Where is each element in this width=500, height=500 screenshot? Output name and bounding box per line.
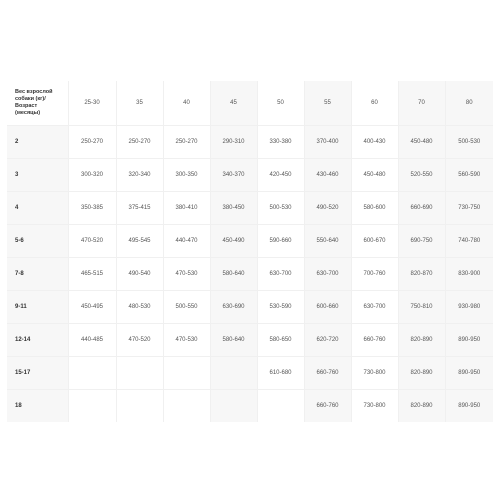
weight-header: 55 [304, 81, 351, 126]
portion-cell: 530-590 [257, 291, 304, 324]
portion-cell [116, 390, 163, 423]
portion-cell: 820-890 [398, 390, 445, 423]
corner-header: Вес взрослой собаки (кг)/ Возраст (месяцы) [7, 81, 68, 126]
portion-cell: 730-750 [445, 192, 493, 225]
table-row [7, 192, 493, 225]
table-row [7, 126, 493, 159]
portion-cell: 450-490 [210, 225, 257, 258]
portion-cell [68, 357, 116, 390]
portion-cell: 580-640 [210, 324, 257, 357]
portion-cell: 890-950 [445, 324, 493, 357]
portion-cell: 630-700 [257, 258, 304, 291]
portion-cell: 470-530 [163, 324, 210, 357]
portion-cell [210, 357, 257, 390]
portion-cell: 890-950 [445, 390, 493, 423]
age-cell: 2 [7, 126, 68, 159]
portion-cell: 730-800 [351, 390, 398, 423]
portion-cell [163, 357, 210, 390]
portion-cell: 630-700 [351, 291, 398, 324]
portion-cell: 550-640 [304, 225, 351, 258]
portion-cell: 350-385 [68, 192, 116, 225]
portion-cell: 250-270 [163, 126, 210, 159]
portion-cell: 380-450 [210, 192, 257, 225]
portion-cell: 480-530 [116, 291, 163, 324]
portion-cell: 470-530 [163, 258, 210, 291]
portion-cell: 730-800 [351, 357, 398, 390]
portion-cell [116, 357, 163, 390]
portion-cell: 420-450 [257, 159, 304, 192]
portion-cell: 690-750 [398, 225, 445, 258]
portion-cell: 820-890 [398, 324, 445, 357]
portion-cell: 465-515 [68, 258, 116, 291]
portion-cell: 600-660 [304, 291, 351, 324]
portion-cell: 300-320 [68, 159, 116, 192]
portion-cell: 500-550 [163, 291, 210, 324]
portion-cell: 450-480 [398, 126, 445, 159]
portion-cell: 290-310 [210, 126, 257, 159]
portion-cell: 370-400 [304, 126, 351, 159]
portion-cell [210, 390, 257, 423]
portion-cell: 490-520 [304, 192, 351, 225]
portion-cell: 450-480 [351, 159, 398, 192]
portion-cell: 520-550 [398, 159, 445, 192]
portion-cell: 830-900 [445, 258, 493, 291]
age-cell: 3 [7, 159, 68, 192]
portion-cell: 495-545 [116, 225, 163, 258]
portion-cell: 610-680 [257, 357, 304, 390]
portion-cell: 580-640 [210, 258, 257, 291]
portion-cell: 580-650 [257, 324, 304, 357]
portion-cell: 660-760 [304, 357, 351, 390]
weight-header: 35 [116, 81, 163, 126]
portion-cell: 560-590 [445, 159, 493, 192]
portion-cell: 600-670 [351, 225, 398, 258]
portion-cell: 470-520 [68, 225, 116, 258]
portion-cell: 580-600 [351, 192, 398, 225]
portion-cell [257, 390, 304, 423]
age-cell: 5-6 [7, 225, 68, 258]
table-row [7, 291, 493, 324]
portion-cell: 890-950 [445, 357, 493, 390]
portion-cell: 340-370 [210, 159, 257, 192]
portion-cell: 250-270 [68, 126, 116, 159]
portion-cell: 300-350 [163, 159, 210, 192]
weight-header: 40 [163, 81, 210, 126]
portion-cell: 320-340 [116, 159, 163, 192]
portion-cell: 660-760 [351, 324, 398, 357]
age-cell: 15-17 [7, 357, 68, 390]
portion-cell: 630-690 [210, 291, 257, 324]
portion-cell: 820-870 [398, 258, 445, 291]
portion-cell: 440-485 [68, 324, 116, 357]
portion-cell: 250-270 [116, 126, 163, 159]
age-cell: 9-11 [7, 291, 68, 324]
age-cell: 7-8 [7, 258, 68, 291]
portion-cell: 740-780 [445, 225, 493, 258]
age-cell: 18 [7, 390, 68, 423]
portion-cell: 440-470 [163, 225, 210, 258]
portion-cell: 330-380 [257, 126, 304, 159]
weight-header: 60 [351, 81, 398, 126]
weight-header: 25-30 [68, 81, 116, 126]
weight-header: 80 [445, 81, 493, 126]
table-row [7, 390, 493, 423]
portion-cell: 700-760 [351, 258, 398, 291]
age-cell: 4 [7, 192, 68, 225]
table-row [7, 357, 493, 390]
table-row [7, 258, 493, 291]
age-cell: 12-14 [7, 324, 68, 357]
portion-cell: 470-520 [116, 324, 163, 357]
portion-cell: 630-700 [304, 258, 351, 291]
table-row [7, 159, 493, 192]
portion-cell: 500-530 [257, 192, 304, 225]
portion-cell: 490-540 [116, 258, 163, 291]
weight-header: 45 [210, 81, 257, 126]
portion-cell: 660-760 [304, 390, 351, 423]
table-header [7, 81, 493, 126]
table-body [7, 126, 493, 423]
portion-cell: 660-690 [398, 192, 445, 225]
portion-cell: 450-495 [68, 291, 116, 324]
portion-cell: 590-660 [257, 225, 304, 258]
table-row [7, 324, 493, 357]
weight-header: 70 [398, 81, 445, 126]
portion-cell: 380-410 [163, 192, 210, 225]
portion-cell: 620-720 [304, 324, 351, 357]
portion-cell: 500-530 [445, 126, 493, 159]
table-row [7, 225, 493, 258]
portion-cell [68, 390, 116, 423]
portion-cell [163, 390, 210, 423]
weight-header: 50 [257, 81, 304, 126]
header-row [7, 81, 493, 126]
portion-cell: 750-810 [398, 291, 445, 324]
portion-cell: 375-415 [116, 192, 163, 225]
feeding-table [7, 81, 493, 422]
portion-cell: 820-890 [398, 357, 445, 390]
portion-cell: 430-460 [304, 159, 351, 192]
portion-cell: 930-980 [445, 291, 493, 324]
portion-cell: 400-430 [351, 126, 398, 159]
